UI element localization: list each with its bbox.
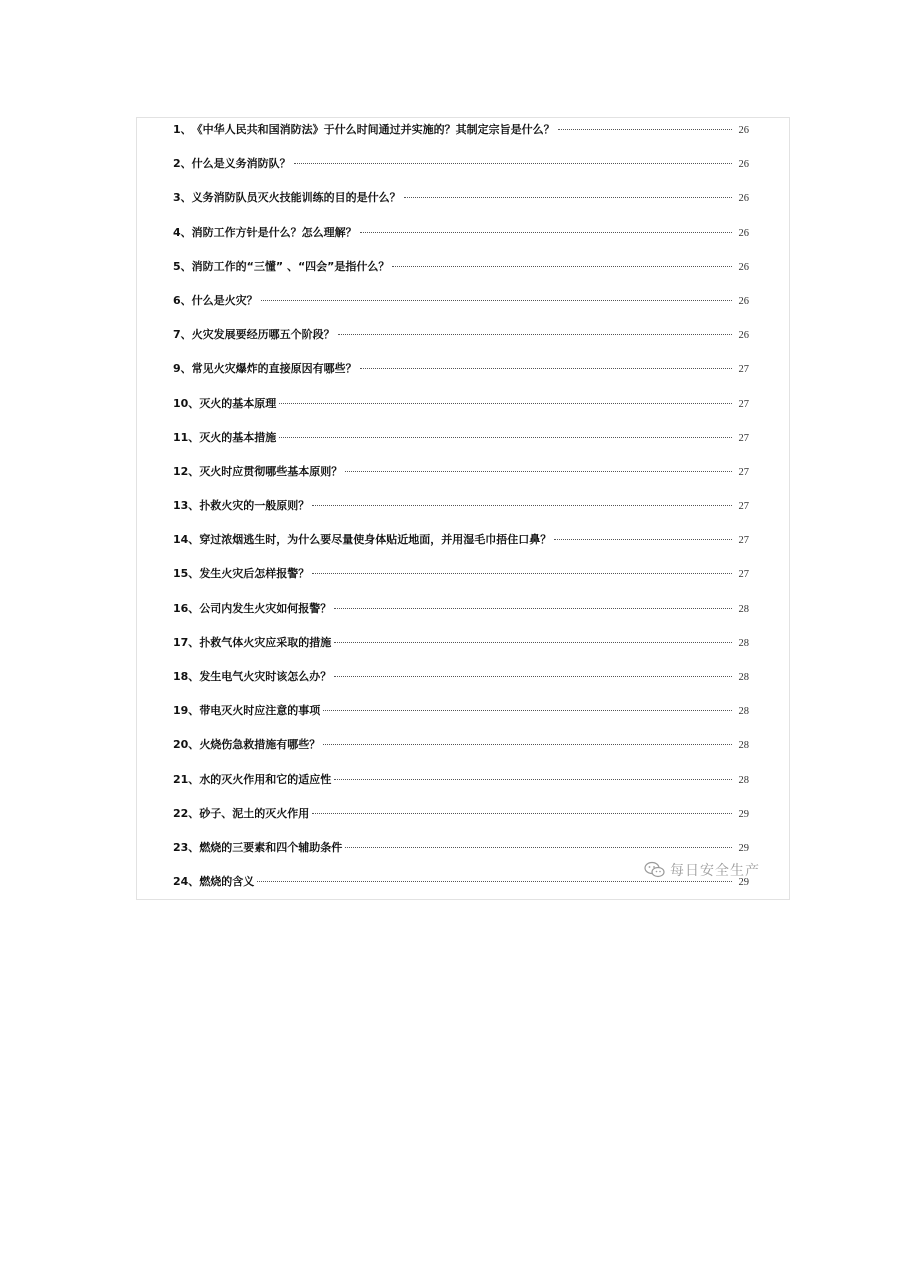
toc-leader-dots bbox=[392, 266, 732, 267]
toc-entry-title: 消防工作方针是什么？怎么理解？ bbox=[191, 225, 357, 239]
toc-entry-number: 11、 bbox=[173, 430, 200, 444]
toc-entry-number: 19、 bbox=[173, 704, 200, 718]
toc-entry-title: 灭火的基本措施 bbox=[199, 430, 277, 444]
toc-entry[interactable] bbox=[173, 600, 749, 634]
toc-entry-title: 消防工作的“三懂” 、“四会”是指什么？ bbox=[191, 259, 390, 273]
toc-entry-number: 17、 bbox=[173, 635, 200, 649]
toc-entry-page-number: 27 bbox=[738, 364, 749, 376]
toc-leader-dots bbox=[334, 642, 732, 643]
toc-leader-dots bbox=[360, 232, 732, 233]
toc-entry-title: 燃烧的含义 bbox=[199, 875, 255, 889]
toc-entry[interactable] bbox=[173, 702, 749, 736]
toc-entry-number: 1、 bbox=[173, 123, 192, 136]
toc-leader-dots bbox=[312, 573, 732, 574]
toc-entry-page-number: 26 bbox=[738, 125, 749, 136]
toc-entry-page-number: 26 bbox=[738, 261, 749, 273]
toc-entry-title: 发生火灾后怎样报警？ bbox=[199, 567, 310, 581]
toc-entry-number: 4、 bbox=[173, 225, 192, 239]
toc-entry[interactable] bbox=[173, 360, 749, 394]
toc-entry-page-number: 27 bbox=[738, 466, 749, 478]
toc-entry[interactable] bbox=[173, 668, 749, 702]
toc-leader-dots bbox=[323, 710, 732, 711]
toc-entry[interactable] bbox=[173, 429, 749, 463]
toc-entry-title: 灭火时应贯彻哪些基本原则？ bbox=[199, 464, 343, 478]
toc-entry-page-number: 28 bbox=[738, 740, 749, 752]
toc-entry-page-number: 26 bbox=[738, 159, 749, 171]
toc-entry-page-number: 27 bbox=[738, 432, 749, 444]
toc-entry[interactable] bbox=[173, 395, 749, 429]
wechat-icon bbox=[644, 861, 666, 879]
toc-entry-title: 带电灭火时应注意的事项 bbox=[199, 704, 321, 718]
toc-entry-number: 10、 bbox=[173, 396, 200, 410]
toc-entry-title: 水的灭火作用和它的适应性 bbox=[199, 772, 332, 786]
toc-entry-number: 7、 bbox=[173, 328, 192, 342]
toc-entry[interactable] bbox=[173, 258, 749, 292]
watermark bbox=[644, 860, 760, 880]
toc-leader-dots bbox=[334, 608, 732, 609]
toc-entry[interactable] bbox=[173, 771, 749, 805]
toc-entry-title: 《中华人民共和国消防法》于什么时间通过并实施的？其制定宗旨是什么？ bbox=[191, 123, 555, 136]
table-of-contents bbox=[173, 121, 749, 907]
toc-entry-title: 公司内发生火灾如何报警？ bbox=[199, 601, 332, 615]
toc-entry-title: 穿过浓烟逃生时，为什么要尽量使身体贴近地面，并用湿毛巾捂住口鼻？ bbox=[199, 533, 552, 547]
watermark-text: 每日安全生产 bbox=[670, 863, 760, 879]
toc-entry-number: 23、 bbox=[173, 840, 200, 854]
toc-entry[interactable] bbox=[173, 463, 749, 497]
toc-entry-number: 13、 bbox=[173, 499, 200, 513]
toc-leader-dots bbox=[345, 847, 732, 848]
toc-entry-page-number: 28 bbox=[738, 603, 749, 615]
toc-entry-page-number: 28 bbox=[738, 637, 749, 649]
toc-entry[interactable] bbox=[173, 224, 749, 258]
toc-leader-dots bbox=[558, 129, 732, 130]
toc-leader-dots bbox=[334, 676, 732, 677]
toc-entry[interactable] bbox=[173, 565, 749, 599]
toc-entry[interactable] bbox=[173, 189, 749, 223]
toc-entry-number: 9、 bbox=[173, 362, 192, 376]
toc-entry-number: 15、 bbox=[173, 567, 200, 581]
toc-entry-number: 3、 bbox=[173, 191, 192, 205]
toc-entry-number: 18、 bbox=[173, 670, 200, 683]
toc-leader-dots bbox=[279, 403, 732, 404]
toc-entry-title: 扑救气体火灾应采取的措施 bbox=[199, 635, 332, 649]
toc-entry-number: 14、 bbox=[173, 533, 200, 547]
toc-entry[interactable] bbox=[173, 121, 749, 155]
toc-entry-page-number: 26 bbox=[738, 330, 749, 342]
toc-entry-page-number: 27 bbox=[738, 569, 749, 581]
toc-leader-dots bbox=[312, 505, 732, 506]
toc-entry-title: 发生电气火灾时该怎么办？ bbox=[199, 670, 332, 683]
toc-entry-title: 义务消防队员灭火技能训练的目的是什么？ bbox=[191, 191, 401, 205]
toc-entry-page-number: 26 bbox=[738, 295, 749, 307]
toc-entry-page-number: 28 bbox=[738, 774, 749, 786]
toc-entry-page-number: 27 bbox=[738, 501, 749, 513]
toc-entry-page-number: 27 bbox=[738, 535, 749, 547]
toc-entry-page-number: 26 bbox=[738, 227, 749, 239]
toc-entry-number: 20、 bbox=[173, 738, 200, 752]
toc-entry-title: 砂子、泥土的灭火作用 bbox=[199, 806, 310, 820]
toc-entry[interactable] bbox=[173, 805, 749, 839]
toc-leader-dots bbox=[554, 539, 732, 540]
toc-entry-number: 22、 bbox=[173, 806, 200, 820]
toc-entry[interactable] bbox=[173, 497, 749, 531]
toc-entry[interactable] bbox=[173, 531, 749, 565]
toc-entry-page-number: 28 bbox=[738, 706, 749, 718]
toc-leader-dots bbox=[294, 163, 732, 164]
toc-entry-page-number: 26 bbox=[738, 193, 749, 205]
toc-leader-dots bbox=[312, 813, 732, 814]
toc-leader-dots bbox=[338, 334, 732, 335]
toc-entry-page-number: 28 bbox=[738, 672, 749, 683]
toc-entry-page-number: 29 bbox=[738, 877, 749, 889]
toc-leader-dots bbox=[261, 300, 732, 301]
toc-entry-number: 16、 bbox=[173, 601, 200, 615]
toc-entry-number: 12、 bbox=[173, 464, 200, 478]
toc-entry-title: 什么是义务消防队？ bbox=[191, 157, 291, 171]
toc-entry-number: 2、 bbox=[173, 157, 192, 171]
toc-leader-dots bbox=[404, 197, 732, 198]
toc-entry-title: 火烧伤急救措施有哪些？ bbox=[199, 738, 321, 752]
toc-entry-title: 常见火灾爆炸的直接原因有哪些？ bbox=[191, 362, 357, 376]
toc-entry-number: 6、 bbox=[173, 293, 192, 307]
toc-entry-number: 5、 bbox=[173, 259, 192, 273]
toc-entry[interactable] bbox=[173, 292, 749, 326]
toc-leader-dots bbox=[279, 437, 732, 438]
toc-entry-title: 火灾发展要经历哪五个阶段？ bbox=[191, 328, 335, 342]
toc-entry[interactable] bbox=[173, 736, 749, 770]
toc-leader-dots bbox=[323, 744, 732, 745]
toc-entry-page-number: 29 bbox=[738, 808, 749, 820]
toc-leader-dots bbox=[345, 471, 732, 472]
toc-entry[interactable] bbox=[173, 326, 749, 360]
toc-entry-number: 21、 bbox=[173, 772, 200, 786]
toc-entry-title: 什么是火灾？ bbox=[191, 293, 258, 307]
toc-leader-dots bbox=[334, 779, 732, 780]
toc-leader-dots bbox=[360, 368, 732, 369]
toc-entry-title: 灭火的基本原理 bbox=[199, 396, 277, 410]
toc-entry-title: 燃烧的三要素和四个辅助条件 bbox=[199, 840, 343, 854]
toc-entry-title: 扑救火灾的一般原则？ bbox=[199, 499, 310, 513]
toc-entry[interactable] bbox=[173, 634, 749, 668]
toc-entry-number: 24、 bbox=[173, 875, 200, 889]
toc-entry[interactable] bbox=[173, 155, 749, 189]
toc-entry-page-number: 27 bbox=[738, 398, 749, 410]
toc-leader-dots bbox=[257, 881, 732, 882]
toc-entry-page-number: 29 bbox=[738, 842, 749, 854]
